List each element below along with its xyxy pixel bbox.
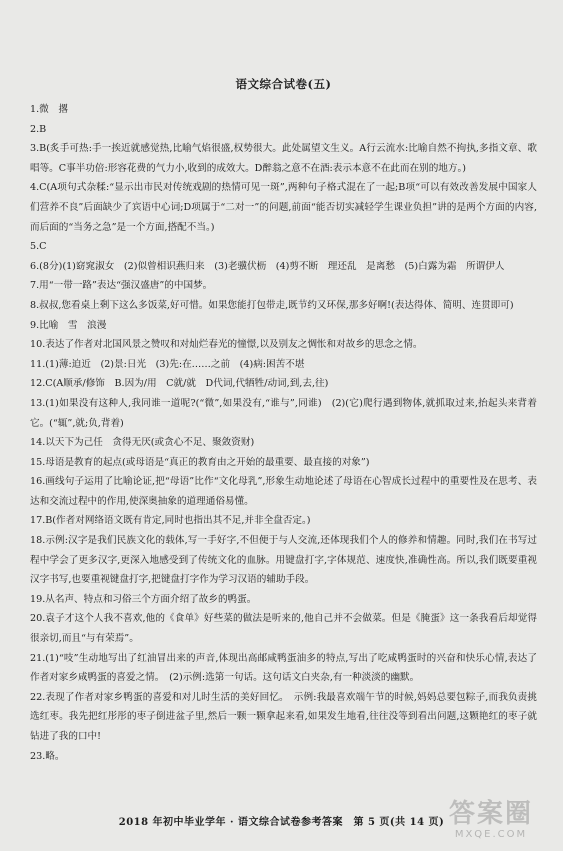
answer-item: 13.(1)如果没有这种人,我同谁一道呢?(“微”,如果没有,“谁与”,同谁) (2)(它)爬行遇到物体,就抓取过来,抬起头来背着它。(“辄”,就;负,背着)	[30, 397, 537, 429]
answer-item: 15.母语是教育的起点(或母语是“真正的教育由之开始的最重要、最直接的对象”)	[30, 456, 370, 468]
answer-item: 3.B(炙手可热:手一挨近就感觉热,比喻气焰很盛,权势很大。此处属望文生义。A行云流水:比喻自然不拘执,多指文章、歌唱等。C事半功倍:形容花费的气力小,收到的成效大。D醉翁之意不在酒:表示本意不在此而在别的地方。)	[30, 143, 537, 174]
watermark-site-text: MXQE.COM	[454, 829, 528, 840]
page-footer: 2018 年初中毕业学年 · 语文综合试卷参考答案 第 5 页(共 14 页)	[118, 817, 445, 828]
answer-item: 23.略。	[30, 750, 65, 762]
answer-item: 9.比喻 雪 浪漫	[30, 319, 107, 331]
answer-item: 1.微 撂	[30, 104, 68, 115]
answer-item: 11.(1)薄:迫近 (2)景:日光 (3)先:在……之前 (4)病:困苦不堪	[30, 358, 305, 370]
watermark-logo	[431, 799, 551, 845]
answer-item: 14.以天下为己任 贪得无厌(或贪心不足、聚敛资财)	[30, 437, 255, 449]
answer-item: 16.画线句子运用了比喻论证,把“母语”比作“文化母乳”,形象生动地论述了母语在心智成长过程中的重要性及在思考、表达和交流过程中的作用,使深奥抽象的道理通俗易懂。	[30, 476, 537, 507]
answer-item: 20.袁子才这个人我不喜欢,他的《食单》好些菜的做法是听来的,他自己并不会做菜。但是《腌蛋》这一条我看后却觉得很亲切,而且“与有荣焉”。	[30, 613, 537, 645]
answer-item: 17.B(作者对网络语文既有肯定,同时也指出其不足,并非全盘否定。)	[30, 515, 311, 527]
answer-list	[30, 100, 537, 766]
answer-item: 12.C(A顺承/修饰 B.因为/用 C就/就 D代词,代牺牲/动词,到,去,往)	[30, 378, 329, 390]
answer-item: 6.(8分)(1)窈窕淑女 (2)似曾相识燕归来 (3)老骥伏枥 (4)剪不断 理还乱 是离愁 (5)白露为霜 所谓伊人	[30, 260, 505, 272]
answer-item: 18.示例:汉字是我们民族文化的载体,写一手好字,不但便于与人交流,还体现我们个人的修养和情趣。同时,我们在书写过程中学会了更多汉字,更深入地感受到了传统文化的血脉。用键盘打字,字体规范、速度快,准确性高。所以,我们既要重视汉字书写,也要重视键盘打字,把键盘打字作为学习汉语的辅助手段。	[30, 535, 537, 586]
watermark-logo-text: 答案圈	[448, 799, 533, 829]
answer-item: 21.(1)“吱”生动地写出了红油冒出来的声音,体现出高邮咸鸭蛋油多的特点,写出了吃咸鸭蛋时的兴奋和快乐心情,表达了作者对家乡咸鸭蛋的喜爱之情。 (2)示例:选第一句话。这句话文白夹杂,有一种淡淡的幽默。	[30, 652, 537, 684]
answer-item: 2.B	[30, 123, 47, 135]
answer-item: 7.用“一带一路”表达“强汉盛唐”的中国梦。	[30, 280, 213, 292]
answer-item: 8.叔叔,您看桌上剩下这么多饭菜,好可惜。如果您能打包带走,既节约又环保,那多好啊!(表达得体、简明、连贯即可)	[30, 299, 514, 311]
answer-item: 19.从名声、特点和习俗三个方面介绍了故乡的鸭蛋。	[30, 593, 257, 605]
answer-item: 22.表现了作者对家乡鸭蛋的喜爱和对儿时生活的美好回忆。 示例:我最喜欢端午节的时候,妈妈总要包粽子,而我负责挑选红枣。我先把红彤彤的枣子倒进盆子里,然后一颗一颗拿起来看,如果发生地看,往往没等到看出问题,这颗艳红的枣子就钻进了我的口中!	[30, 691, 537, 742]
answer-item: 5.C	[30, 241, 47, 253]
answer-item: 10.表达了作者对北国风景之赞叹和对灿烂春光的憧憬,以及别友之惆怅和对故乡的思念之情。	[30, 339, 423, 351]
page-title: 语文综合试卷(五)	[235, 77, 332, 91]
answer-item: 4.C(A项句式杂糅:“显示出市民对传统戏剧的热情可见一斑”,两种句子格式混在了一起;B项“可以有效改善发展中国家人们营养不良”后面缺少了宾语中心词;D项属于“二对一”的问题,前面“能否切实减轻学生课业负担”讲的是两个方面的内容,而后面的“当务之急”是一个方面,搭配不当。)	[30, 182, 537, 233]
